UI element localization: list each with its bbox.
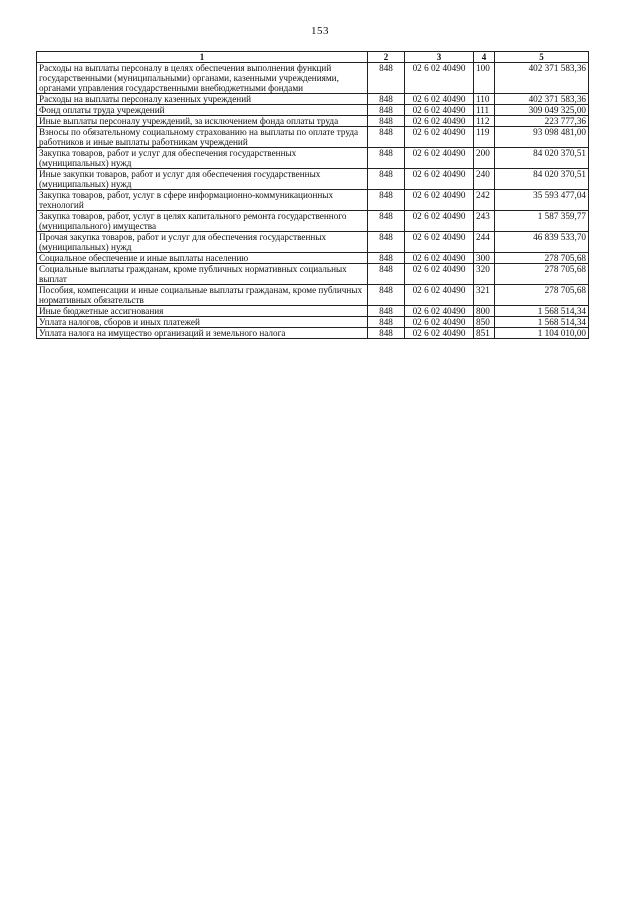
row-amount-cell: 1 587 359,77 xyxy=(495,211,589,232)
table-row xyxy=(37,105,589,116)
table-row xyxy=(37,306,589,317)
row-type-cell: 110 xyxy=(474,94,495,105)
row-type-cell: 300 xyxy=(474,253,495,264)
table-row xyxy=(37,63,589,94)
row-type-cell: 100 xyxy=(474,63,495,94)
row-article-cell: 02 6 02 40490 xyxy=(405,116,474,127)
column-header-2: 2 xyxy=(368,52,405,63)
row-type-cell: 244 xyxy=(474,232,495,253)
table-row xyxy=(37,317,589,328)
table-row xyxy=(37,328,589,339)
row-code-cell: 848 xyxy=(368,328,405,339)
row-amount-cell: 46 839 533,70 xyxy=(495,232,589,253)
row-code-cell: 848 xyxy=(368,285,405,306)
row-name-cell: Социальные выплаты гражданам, кроме публичных нормативных социальных выплат xyxy=(37,264,368,285)
column-header-5: 5 xyxy=(495,52,589,63)
column-header-1: 1 xyxy=(37,52,368,63)
row-type-cell: 242 xyxy=(474,190,495,211)
table-row xyxy=(37,211,589,232)
row-code-cell: 848 xyxy=(368,253,405,264)
row-article-cell: 02 6 02 40490 xyxy=(405,127,474,148)
table-row xyxy=(37,285,589,306)
row-type-cell: 850 xyxy=(474,317,495,328)
row-code-cell: 848 xyxy=(368,232,405,253)
row-code-cell: 848 xyxy=(368,63,405,94)
row-article-cell: 02 6 02 40490 xyxy=(405,211,474,232)
row-amount-cell: 1 568 514,34 xyxy=(495,317,589,328)
row-type-cell: 320 xyxy=(474,264,495,285)
row-code-cell: 848 xyxy=(368,317,405,328)
row-type-cell: 321 xyxy=(474,285,495,306)
row-code-cell: 848 xyxy=(368,306,405,317)
row-code-cell: 848 xyxy=(368,148,405,169)
row-article-cell: 02 6 02 40490 xyxy=(405,285,474,306)
row-amount-cell: 1 568 514,34 xyxy=(495,306,589,317)
row-type-cell: 800 xyxy=(474,306,495,317)
row-type-cell: 240 xyxy=(474,169,495,190)
row-code-cell: 848 xyxy=(368,127,405,148)
row-code-cell: 848 xyxy=(368,105,405,116)
column-header-4: 4 xyxy=(474,52,495,63)
table-row xyxy=(37,190,589,211)
row-article-cell: 02 6 02 40490 xyxy=(405,94,474,105)
row-code-cell: 848 xyxy=(368,116,405,127)
table-body xyxy=(37,63,589,339)
row-name-cell: Прочая закупка товаров, работ и услуг для обеспечения государственных (муниципальных) нужд xyxy=(37,232,368,253)
row-type-cell: 243 xyxy=(474,211,495,232)
row-type-cell: 119 xyxy=(474,127,495,148)
row-name-cell: Расходы на выплаты персоналу казенных учреждений xyxy=(37,94,368,105)
row-amount-cell: 402 371 583,36 xyxy=(495,94,589,105)
row-article-cell: 02 6 02 40490 xyxy=(405,328,474,339)
table-row xyxy=(37,232,589,253)
row-name-cell: Взносы по обязательному социальному страхованию на выплаты по оплате труда работников и иные выплаты работникам учреждений xyxy=(37,127,368,148)
row-amount-cell: 278 705,68 xyxy=(495,264,589,285)
row-name-cell: Иные бюджетные ассигнования xyxy=(37,306,368,317)
row-code-cell: 848 xyxy=(368,169,405,190)
table-row xyxy=(37,264,589,285)
row-article-cell: 02 6 02 40490 xyxy=(405,264,474,285)
row-amount-cell: 93 098 481,00 xyxy=(495,127,589,148)
row-name-cell: Расходы на выплаты персоналу в целях обеспечения выполнения функций государственными (муниципальными) органами, казенными учреждениями, органами управления государственными внебюджетными фондами xyxy=(37,63,368,94)
row-name-cell: Социальное обеспечение и иные выплаты населению xyxy=(37,253,368,264)
table-header xyxy=(37,52,589,63)
row-article-cell: 02 6 02 40490 xyxy=(405,63,474,94)
row-code-cell: 848 xyxy=(368,190,405,211)
row-type-cell: 111 xyxy=(474,105,495,116)
row-name-cell: Иные выплаты персоналу учреждений, за исключением фонда оплаты труда xyxy=(37,116,368,127)
table-row xyxy=(37,253,589,264)
row-amount-cell: 223 777,36 xyxy=(495,116,589,127)
row-name-cell: Пособия, компенсации и иные социальные выплаты гражданам, кроме публичных нормативных обязательств xyxy=(37,285,368,306)
row-code-cell: 848 xyxy=(368,94,405,105)
table-row xyxy=(37,94,589,105)
row-code-cell: 848 xyxy=(368,264,405,285)
row-amount-cell: 278 705,68 xyxy=(495,253,589,264)
page-number: 153 xyxy=(311,25,329,37)
table-row xyxy=(37,116,589,127)
table-row xyxy=(37,148,589,169)
row-amount-cell: 84 020 370,51 xyxy=(495,148,589,169)
row-name-cell: Фонд оплаты труда учреждений xyxy=(37,105,368,116)
row-article-cell: 02 6 02 40490 xyxy=(405,317,474,328)
row-type-cell: 200 xyxy=(474,148,495,169)
row-name-cell: Закупка товаров, работ, услуг в целях капитального ремонта государственного (муниципального) имущества xyxy=(37,211,368,232)
row-amount-cell: 309 049 325,00 xyxy=(495,105,589,116)
row-article-cell: 02 6 02 40490 xyxy=(405,169,474,190)
row-name-cell: Уплата налогов, сборов и иных платежей xyxy=(37,317,368,328)
row-name-cell: Уплата налога на имущество организаций и земельного налога xyxy=(37,328,368,339)
row-article-cell: 02 6 02 40490 xyxy=(405,190,474,211)
row-article-cell: 02 6 02 40490 xyxy=(405,232,474,253)
row-name-cell: Закупка товаров, работ и услуг для обеспечения государственных (муниципальных) нужд xyxy=(37,148,368,169)
row-article-cell: 02 6 02 40490 xyxy=(405,148,474,169)
row-amount-cell: 278 705,68 xyxy=(495,285,589,306)
row-article-cell: 02 6 02 40490 xyxy=(405,253,474,264)
budget-table xyxy=(36,51,589,339)
row-amount-cell: 35 593 477,04 xyxy=(495,190,589,211)
row-amount-cell: 1 104 010,00 xyxy=(495,328,589,339)
row-article-cell: 02 6 02 40490 xyxy=(405,105,474,116)
header-row xyxy=(37,52,589,63)
row-name-cell: Иные закупки товаров, работ и услуг для обеспечения государственных (муниципальных) нужд xyxy=(37,169,368,190)
row-type-cell: 112 xyxy=(474,116,495,127)
table-row xyxy=(37,169,589,190)
row-type-cell: 851 xyxy=(474,328,495,339)
row-name-cell: Закупка товаров, работ, услуг в сфере информационно-коммуникационных технологий xyxy=(37,190,368,211)
row-article-cell: 02 6 02 40490 xyxy=(405,306,474,317)
table-row xyxy=(37,127,589,148)
column-header-3: 3 xyxy=(405,52,474,63)
row-code-cell: 848 xyxy=(368,211,405,232)
row-amount-cell: 402 371 583,36 xyxy=(495,63,589,94)
row-amount-cell: 84 020 370,51 xyxy=(495,169,589,190)
